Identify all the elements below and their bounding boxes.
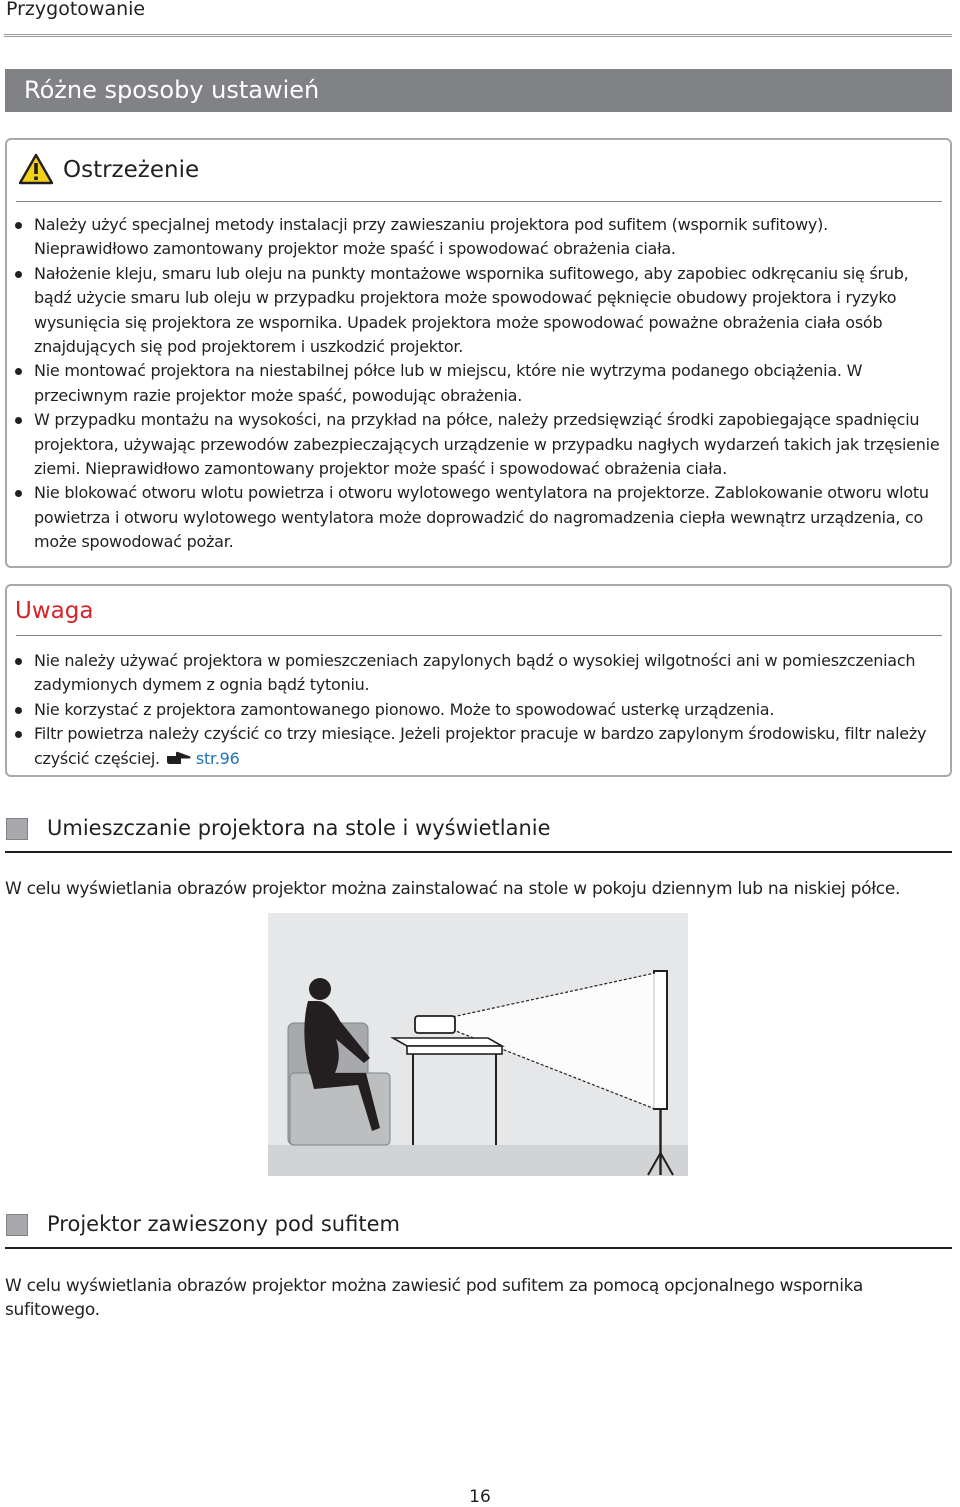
note-item: Nie należy używać projektora w pomieszczeniach zapylonych bądź o wysokiej wilgotności ani w pomieszczeniach zadymionych dymem z ognia bądź tytoniu. — [34, 649, 944, 698]
pointing-hand-icon — [166, 751, 192, 765]
note-item — [34, 722, 944, 771]
floor — [268, 1145, 688, 1176]
warning-item: Nie blokować otworu wlotu powietrza i otworu wylotowego wentylatora na projektorze. Zablokowanie otworu wlotu powietrza i otworu wylotowego wentylatora może doprowadzić do nagromadzenia ciepła wewnątrz urządzenia, co może spowodować pożar. — [34, 481, 944, 554]
projector — [415, 1016, 455, 1033]
section-title: Różne sposoby ustawień — [5, 69, 952, 112]
warning-triangle-icon — [18, 153, 54, 185]
subsection-marker-square — [6, 818, 28, 840]
subsection-title: Umieszczanie projektora na stole i wyświetlanie — [47, 816, 551, 840]
note-item: Nie korzystać z projektora zamontowanego pionowo. Może to spowodować usterkę urządzenia. — [34, 698, 944, 722]
subsection-divider — [5, 1247, 952, 1249]
note-divider — [16, 635, 942, 636]
note-title: Uwaga — [15, 598, 94, 624]
subsection-divider — [5, 851, 952, 853]
chapter-label: Przygotowanie — [6, 0, 146, 20]
warning-divider — [16, 201, 942, 202]
warning-item: Nie montować projektora na niestabilnej półce lub w miejscu, które nie wytrzyma podanego obciążenia. W przeciwnym razie projektor może spaść, powodując obrażenia. — [34, 359, 944, 408]
table-installation-illustration — [268, 913, 688, 1176]
note-item-text: Filtr powietrza należy czyścić co trzy miesiące. Jeżeli projektor pracuje w bardzo zapylonym środowisku, filtr należy czyścić częściej. — [34, 724, 927, 768]
subsection-title: Projektor zawieszony pod sufitem — [47, 1212, 400, 1236]
warning-item: Należy użyć specjalnej metody instalacji przy zawieszaniu projektora pod sufitem (wspornik sufitowy). Nieprawidłowo zamontowany projektor może spaść i spowodować obrażenia ciała. — [34, 213, 944, 262]
subsection-text: W celu wyświetlania obrazów projektor można zawiesić pod sufitem za pomocą opcjonalnego wspornika sufitowego. — [5, 1276, 864, 1320]
warning-box — [5, 138, 952, 568]
table-top — [393, 1038, 502, 1046]
projection-screen — [654, 971, 667, 1109]
page-number: 16 — [469, 1487, 491, 1507]
warning-title: Ostrzeżenie — [63, 157, 200, 183]
warning-item: W przypadku montażu na wysokości, na przykład na półce, należy przedsięwziąć środki zapobiegające spadnięciu projektora, używając przewodów zabezpieczających urządzenie w przypadku nagłych wydarzeń takich jak trzęsienie ziemi. Nieprawidłowo zamontowany projektor może spaść i spowodować obrażenia ciała. — [34, 408, 944, 481]
warning-list — [34, 213, 944, 555]
subsection-marker-square — [6, 1214, 28, 1236]
subsection-text: W celu wyświetlania obrazów projektor można zainstalować na stole w pokoju dziennym lub na niskiej półce. — [5, 879, 901, 899]
header-divider — [4, 34, 952, 37]
warning-item: Nałożenie kleju, smaru lub oleju na punkty montażowe wspornika sufitowego, aby zapobiec odkręcaniu się śrub, bądź użycie smaru lub oleju w przypadku projektora może spowodować pęknięcie obudowy projektora i ryzyko wysunięcia się projektora ze wspornika. Upadek projektora może spowodować poważne obrażenia ciała osób znajdujących się pod projektorem i uszkodzić projektor. — [34, 262, 944, 360]
note-list — [34, 649, 944, 771]
table-front — [407, 1046, 502, 1054]
note-box — [5, 584, 952, 777]
page-reference-link[interactable]: str.96 — [195, 748, 240, 768]
person-head — [309, 978, 331, 1000]
